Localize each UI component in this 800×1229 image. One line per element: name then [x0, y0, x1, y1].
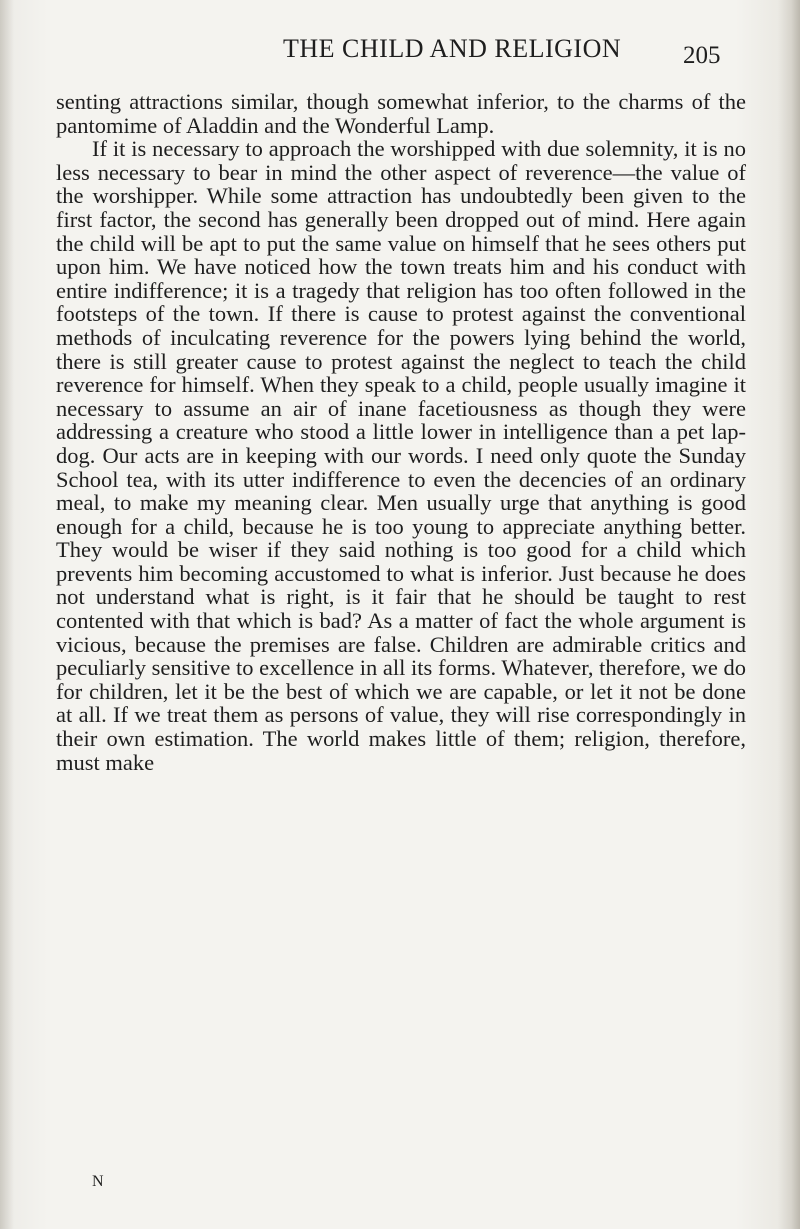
- running-head: [0, 34, 800, 84]
- signature-mark: N: [92, 1173, 104, 1190]
- page-number: 205: [683, 42, 721, 69]
- running-title: THE CHILD AND RELIGION: [283, 34, 622, 63]
- paragraph-continuation: senting attractions similar, though somewhat inferior, to the charms of the pantomime of Aladdin and the Wonderful Lamp.: [56, 89, 746, 138]
- page-edge-shadow: [778, 0, 800, 1229]
- body-text: [56, 90, 746, 774]
- paragraph-reverence: If it is necessary to approach the worshipped with due solemnity, it is no less necessary to bear in mind the other aspect of reverence—the value of the worshipper. While some attraction has undoubtedly been given to the first factor, the second has generally been dropped out of mind. Here again the child will be apt to put the same value on himself that he sees others put upon him. We have noticed how the town treats him and his conduct with entire indifference; it is a tragedy that religion has too often followed in the footsteps of the town. If there is cause to protest against the conventional methods of inculcating reverence for the powers lying behind the world, there is still greater cause to protest against the neglect to teach the child reverence for himself. When they speak to a child, people usually imagine it necessary to assume an air of inane facetiousness as though they were addressing a creature who stood a little lower in intelligence than a pet lap-dog. Our acts are in keeping with our words. I need only quote the Sunday School tea, with its utter indifference to even the decencies of an ordinary meal, to make my meaning clear. Men usually urge that anything is good enough for a child, because he is too young to appreciate anything better. They would be wiser if they said nothing is too good for a child which prevents him becoming accustomed to what is inferior. Just because he does not understand what is right, is it fair that he should be taught to rest contented with that which is bad? As a matter of fact the whole argument is vicious, because the premises are false. Children are admirable critics and peculiarly sensitive to excellence in all its forms. Whatever, therefore, we do for children, let it be the best of which we are capable, or let it not be done at all. If we treat them as persons of value, they will rise correspondingly in their own estimation. The world makes little of them; religion, therefore, must make: [56, 136, 746, 775]
- page-gutter-shadow: [0, 0, 14, 1229]
